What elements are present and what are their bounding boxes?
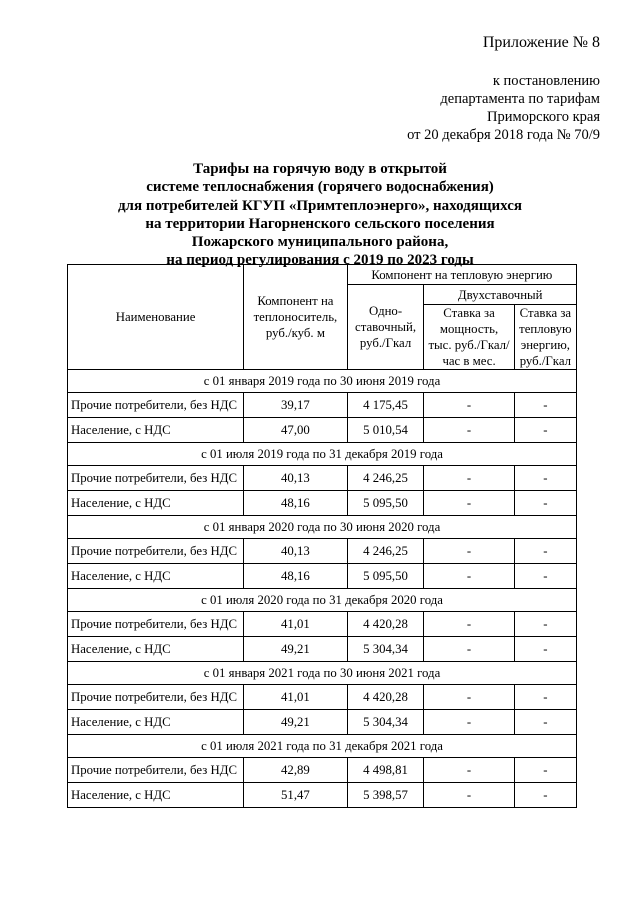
carrier-rate-cell: 40,13 xyxy=(244,539,348,564)
table-row xyxy=(68,564,577,589)
carrier-rate-cell: 42,89 xyxy=(244,758,348,783)
consumer-name-cell: Прочие потребители, без НДС xyxy=(68,758,244,783)
table-row xyxy=(68,612,577,637)
consumer-name-cell: Прочие потребители, без НДС xyxy=(68,685,244,710)
header-power-rate: Ставка за мощность, тыс. руб./Гкал/час в мес. xyxy=(424,305,514,370)
consumer-name-cell: Прочие потребители, без НДС xyxy=(68,466,244,491)
tariff-table xyxy=(67,264,577,808)
header-name: Наименование xyxy=(68,265,244,370)
table-row xyxy=(68,685,577,710)
energy-rate-cell: - xyxy=(514,564,576,589)
period-row xyxy=(68,370,577,393)
single-rate-cell: 4 175,45 xyxy=(347,393,424,418)
consumer-name-cell: Прочие потребители, без НДС xyxy=(68,539,244,564)
consumer-name-cell: Население, с НДС xyxy=(68,637,244,662)
carrier-rate-cell: 40,13 xyxy=(244,466,348,491)
energy-rate-cell: - xyxy=(514,758,576,783)
carrier-rate-cell: 48,16 xyxy=(244,564,348,589)
carrier-rate-cell: 49,21 xyxy=(244,637,348,662)
period-label: с 01 января 2020 года по 30 июня 2020 года xyxy=(68,516,577,539)
table-header xyxy=(68,265,577,370)
energy-rate-cell: - xyxy=(514,637,576,662)
consumer-name-cell: Население, с НДС xyxy=(68,564,244,589)
period-label: с 01 июля 2020 года по 31 декабря 2020 года xyxy=(68,589,577,612)
title-line: Тарифы на горячую воду в открытой xyxy=(193,161,447,177)
appendix-reference xyxy=(370,72,600,144)
single-rate-cell: 5 095,50 xyxy=(347,491,424,516)
table-row xyxy=(68,393,577,418)
title-line: системе теплоснабжения (горячего водоснабжения) xyxy=(146,179,494,196)
header-two-rate: Двухставочный xyxy=(424,285,577,305)
period-label: с 01 января 2019 года по 30 июня 2019 года xyxy=(68,370,577,393)
energy-rate-cell: - xyxy=(514,393,576,418)
table-row xyxy=(68,491,577,516)
single-rate-cell: 5 398,57 xyxy=(347,783,424,808)
title-line: на период регулирования с 2019 по 2023 годы xyxy=(166,252,474,269)
power-rate-cell: - xyxy=(424,637,514,662)
appendix-line: Приморского края xyxy=(486,109,600,125)
single-rate-cell: 5 304,34 xyxy=(347,637,424,662)
appendix-line: к постановлению xyxy=(492,73,600,89)
table-row xyxy=(68,758,577,783)
carrier-rate-cell: 41,01 xyxy=(244,612,348,637)
power-rate-cell: - xyxy=(424,393,514,418)
energy-rate-cell: - xyxy=(514,539,576,564)
title-line: на территории Нагорненского сельского поселения xyxy=(145,215,495,232)
consumer-name-cell: Прочие потребители, без НДС xyxy=(68,612,244,637)
title-line: для потребителей КГУП «Примтеплоэнерго», находящихся xyxy=(117,197,523,214)
period-row xyxy=(68,589,577,612)
header-energy-rate: Ставка за тепловую энергию, руб./Гкал xyxy=(514,305,576,370)
consumer-name-cell: Население, с НДС xyxy=(68,491,244,516)
single-rate-cell: 5 304,34 xyxy=(347,710,424,735)
consumer-name-cell: Население, с НДС xyxy=(68,783,244,808)
table-row xyxy=(68,418,577,443)
power-rate-cell: - xyxy=(424,466,514,491)
table-row xyxy=(68,710,577,735)
period-row xyxy=(68,662,577,685)
appendix-title: Приложение № 8 xyxy=(482,34,600,51)
consumer-name-cell: Прочие потребители, без НДС xyxy=(68,393,244,418)
period-row xyxy=(68,516,577,539)
period-label: с 01 июля 2019 года по 31 декабря 2019 года xyxy=(68,443,577,466)
appendix-block xyxy=(400,4,600,143)
power-rate-cell: - xyxy=(424,612,514,637)
table-row xyxy=(68,539,577,564)
title-line: Пожарского муниципального района, xyxy=(191,234,449,251)
table-row xyxy=(68,783,577,808)
energy-rate-cell: - xyxy=(514,612,576,637)
single-rate-cell: 4 246,25 xyxy=(347,539,424,564)
carrier-rate-cell: 41,01 xyxy=(244,685,348,710)
power-rate-cell: - xyxy=(424,418,514,443)
energy-rate-cell: - xyxy=(514,466,576,491)
appendix-line: департамента по тарифам xyxy=(440,91,600,107)
power-rate-cell: - xyxy=(424,685,514,710)
single-rate-cell: 4 420,28 xyxy=(347,685,424,710)
carrier-rate-cell: 49,21 xyxy=(244,710,348,735)
consumer-name-cell: Население, с НДС xyxy=(68,710,244,735)
power-rate-cell: - xyxy=(424,783,514,808)
period-row xyxy=(68,443,577,466)
energy-rate-cell: - xyxy=(514,418,576,443)
header-single-rate: Одно-ставочный, руб./Гкал xyxy=(347,285,424,370)
single-rate-cell: 4 498,81 xyxy=(347,758,424,783)
energy-rate-cell: - xyxy=(514,710,576,735)
single-rate-cell: 4 246,25 xyxy=(347,466,424,491)
document-title xyxy=(60,160,580,270)
power-rate-cell: - xyxy=(424,491,514,516)
table-row xyxy=(68,466,577,491)
header-energy-group: Компонент на тепловую энергию xyxy=(347,265,576,285)
power-rate-cell: - xyxy=(424,539,514,564)
header-carrier: Компонент на теплоноситель, руб./куб. м xyxy=(244,265,348,370)
appendix-line: от 20 декабря 2018 года № 70/9 xyxy=(407,127,600,143)
period-row xyxy=(68,735,577,758)
table-row xyxy=(68,637,577,662)
power-rate-cell: - xyxy=(424,710,514,735)
table-body xyxy=(68,370,577,808)
consumer-name-cell: Население, с НДС xyxy=(68,418,244,443)
carrier-rate-cell: 51,47 xyxy=(244,783,348,808)
carrier-rate-cell: 39,17 xyxy=(244,393,348,418)
single-rate-cell: 5 095,50 xyxy=(347,564,424,589)
energy-rate-cell: - xyxy=(514,491,576,516)
period-label: с 01 января 2021 года по 30 июня 2021 года xyxy=(68,662,577,685)
carrier-rate-cell: 47,00 xyxy=(244,418,348,443)
power-rate-cell: - xyxy=(424,758,514,783)
energy-rate-cell: - xyxy=(514,783,576,808)
carrier-rate-cell: 48,16 xyxy=(244,491,348,516)
single-rate-cell: 4 420,28 xyxy=(347,612,424,637)
single-rate-cell: 5 010,54 xyxy=(347,418,424,443)
period-label: с 01 июля 2021 года по 31 декабря 2021 года xyxy=(68,735,577,758)
power-rate-cell: - xyxy=(424,564,514,589)
energy-rate-cell: - xyxy=(514,685,576,710)
